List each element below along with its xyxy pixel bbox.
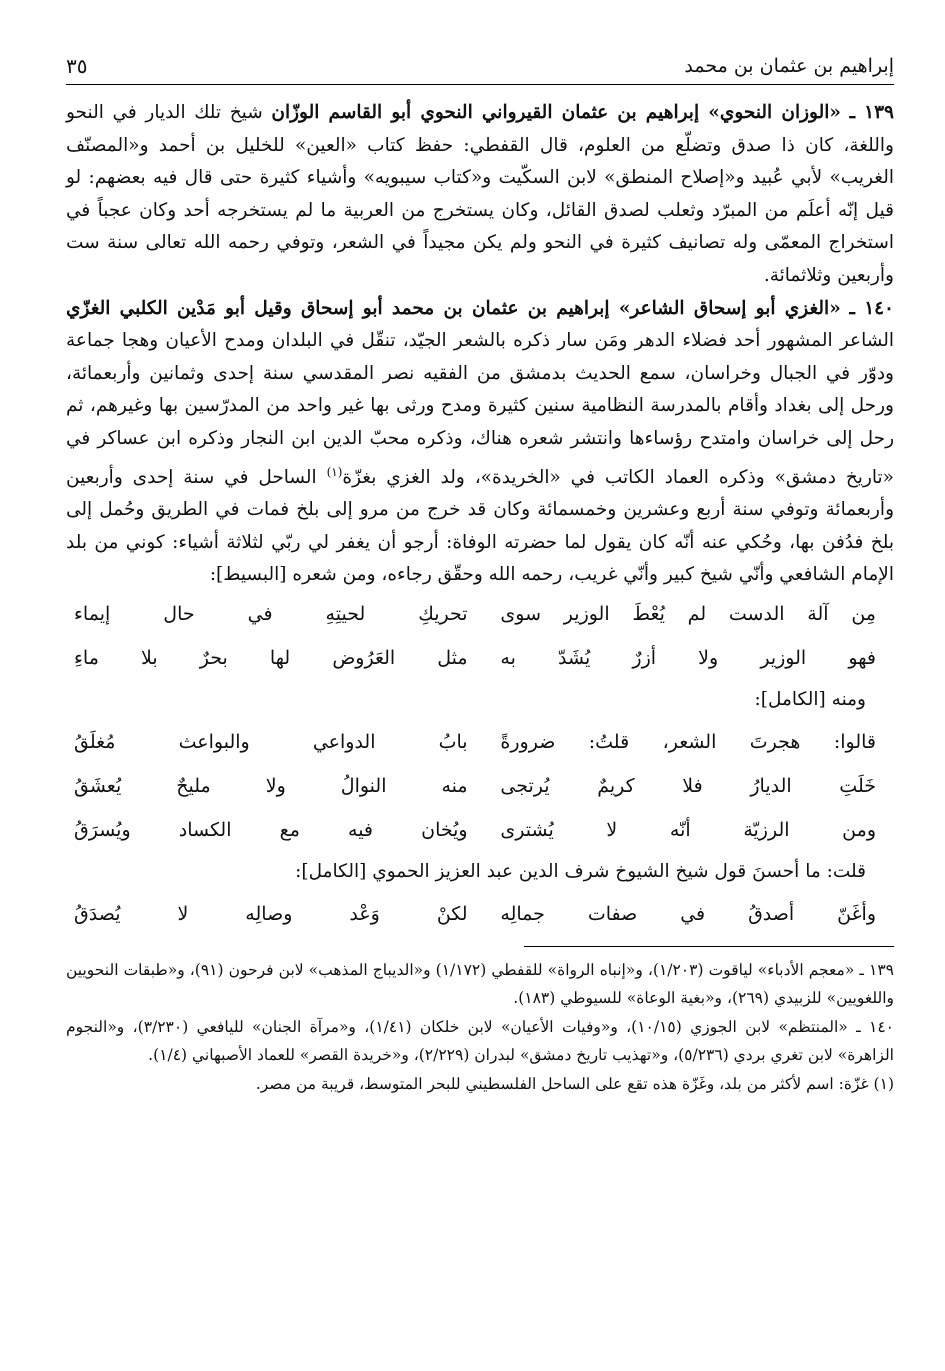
poem-basit <box>66 592 894 680</box>
entry-139-title: «الوزان النحوي» إبراهيم بن عثمان القيرواني النحوي أبو القاسم الوزّان <box>271 102 841 123</box>
book-page <box>66 52 894 1101</box>
page-number: ٣٥ <box>66 54 88 78</box>
verse-first-hemistich: خَلَتِ الديارُ فلا كريمٌ يُرتجى <box>500 775 876 798</box>
footnote-140-sources: ١٤٠ ـ «المنتظم» لابن الجوزي (١٠/١٥)، و«وفيات الأعيان» لابن خلكان (١/٤١)، و«مرآة الجنان» لليافعي (٣/٢٣٠)، و«النجوم الزاهرة» لابن تغري بردي (٥/٢٣٦)، و«تهذيب تاريخ دمشق» لبدران (٢/٢٢٩)، و«خريدة القصر» للعماد الأصبهاني (١/٤). <box>66 1018 895 1064</box>
entry-139-number: ١٣٩ ـ <box>849 102 894 123</box>
verse <box>66 720 894 764</box>
entry-140-title: «الغزي أبو إسحاق الشاعر» إبراهيم بن عثمان بن محمد أبو إسحاق وقيل أبو مَدْين الكلبي الغزّي <box>66 297 841 319</box>
entry-139 <box>66 97 894 293</box>
page-header <box>66 52 894 85</box>
entry-140 <box>66 293 894 593</box>
verse-first-hemistich: ومن الرزيّة أنّه لا يُشترى <box>500 819 876 842</box>
poem-3-intro: قلت: ما أحسنَ قول شيخ الشيوخ شرف الدين عبد العزيز الحموي [الكامل]: <box>295 861 866 883</box>
verse <box>66 892 894 936</box>
entry-140-body-part2: الساحل في سنة إحدى وأربعين وأربعمائة وتوفي سنة أربع وعشرين وخمسمائة وكان قد خرج من مرو إلى بلخ فمات في الطريق وحُمل إلى بلخ فدُفن بها، وحُكي عنه أنّه كان يقول لما حضرته الوفاة: أرجو أن يغفر لي ربّي لثلاثة أشياء: كوني من بلد الإمام الشافعي وأنّي شيخ كبير وأنّي غريب، رحمه الله وحقّق رجاءه، ومن شعره [البسيط]: <box>66 466 894 586</box>
main-text <box>66 97 894 936</box>
verse <box>66 636 894 680</box>
footnote-139-sources: ١٣٩ ـ «معجم الأدباء» لياقوت (١/٢٠٣)، و«إنباه الرواة» للقفطي (١/١٧٢) و«الديباج المذهب» لابن فرحون (٩١)، و«طبقات النحويين واللغويين» للزبيدي (٢٦٩)، و«بغية الوعاة» للسيوطي (١٨٣). <box>66 961 894 1007</box>
footnotes <box>66 957 894 1099</box>
verse-first-hemistich: قالوا: هجرتَ الشعر، قلتُ: ضرورةً <box>500 731 876 754</box>
verse-second-hemistich: بابُ الدواعي والبواعث مُغلَقُ <box>74 731 468 754</box>
verse-second-hemistich: تحريكِ لحيتِهِ في حال إيماء <box>74 603 468 626</box>
entry-139-body: شيخ تلك الديار في النحو واللغة، كان ذا صدق وتضلّع من العلوم، قال القفطي: حفظ كتاب «العين» للخليل بن أحمد و«المصنّف الغريب» لأبي عُبيد و«إصلاح المنطق» لابن السكّيت و«كتاب سيبويه» وأشياء كثيرة حتى قال فيه بعضهم: لو قيل إنّه أعلَم من المبرّد وثعلب لصدق القائل، وكان يستخرج من العربية ما لم يستخرجه أحد وكان عجباً في استخراج المعمّى وله تصانيف كثيرة في النحو ولم يكن مجيداً في الشعر، وتوفي رحمه الله تعالى سنة ست وأربعين وثلاثمائة. <box>66 102 894 286</box>
poem-kamil-2 <box>66 892 894 936</box>
poem-kamil <box>66 720 894 852</box>
poem-2-intro: ومنه [الكامل]: <box>754 689 866 711</box>
verse-first-hemistich: فهو الوزير ولا أزرٌ يُشَدّ به <box>500 647 876 670</box>
verse-second-hemistich: منه النوالُ ولا مليحٌ يُعشَقُ <box>74 775 468 798</box>
verse <box>66 764 894 808</box>
footnote-separator <box>524 946 894 947</box>
entry-140-number: ١٤٠ ـ <box>849 297 894 319</box>
verse-first-hemistich: مِن آلة الدست لم يُعْطَ الوزير سوى <box>500 603 876 626</box>
footnote-ref-1: (١) <box>326 464 343 479</box>
verse-second-hemistich: لكنْ وَعْد وصالِه لا يُصدَقُ <box>74 903 468 926</box>
verse-first-hemistich: وأغَنّ أصدقُ في صفات جمالِه <box>500 903 876 926</box>
running-title: إبراهيم بن عثمان بن محمد <box>684 55 894 77</box>
verse <box>66 808 894 852</box>
entry-140-body-part1: الشاعر المشهور أحد فضلاء الدهر ومَن سار ذكره بالشعر الجيّد، تنقّل في البلدان ومدح الأعيان وهجا جماعة ودوّر في الجبال وخراسان، سمع الحديث بدمشق من الفقيه نصر المقدسي سنة إحدى وثمانين وأربعمائة، ورحل إلى بغداد وأقام بالمدرسة النظامية سنين كثيرة ومدح ورثى بها غير واحد من المدرّسين بها وغيرهم، ثم رحل إلى خراسان وامتدح رؤساءها وانتشر شعره هناك، وذكره محبّ الدين ابن النجار وذكره ابن عساكر في «تاريخ دمشق» وذكره العماد الكاتب في «الخريدة»، ولد الغزي بغزّة <box>66 330 894 488</box>
verse <box>66 592 894 636</box>
verse-second-hemistich: ويُخان فيه مع الكساد ويُسرَقُ <box>74 819 468 842</box>
verse-second-hemistich: مثل العَرُوض لها بحرٌ بلا ماءِ <box>74 647 468 670</box>
footnote-1: (١) غزّة: اسم لأكثر من بلد، وغَزّة هذه تقع على الساحل الفلسطيني للبحر المتوسط، قريبة من مصر. <box>255 1075 894 1094</box>
